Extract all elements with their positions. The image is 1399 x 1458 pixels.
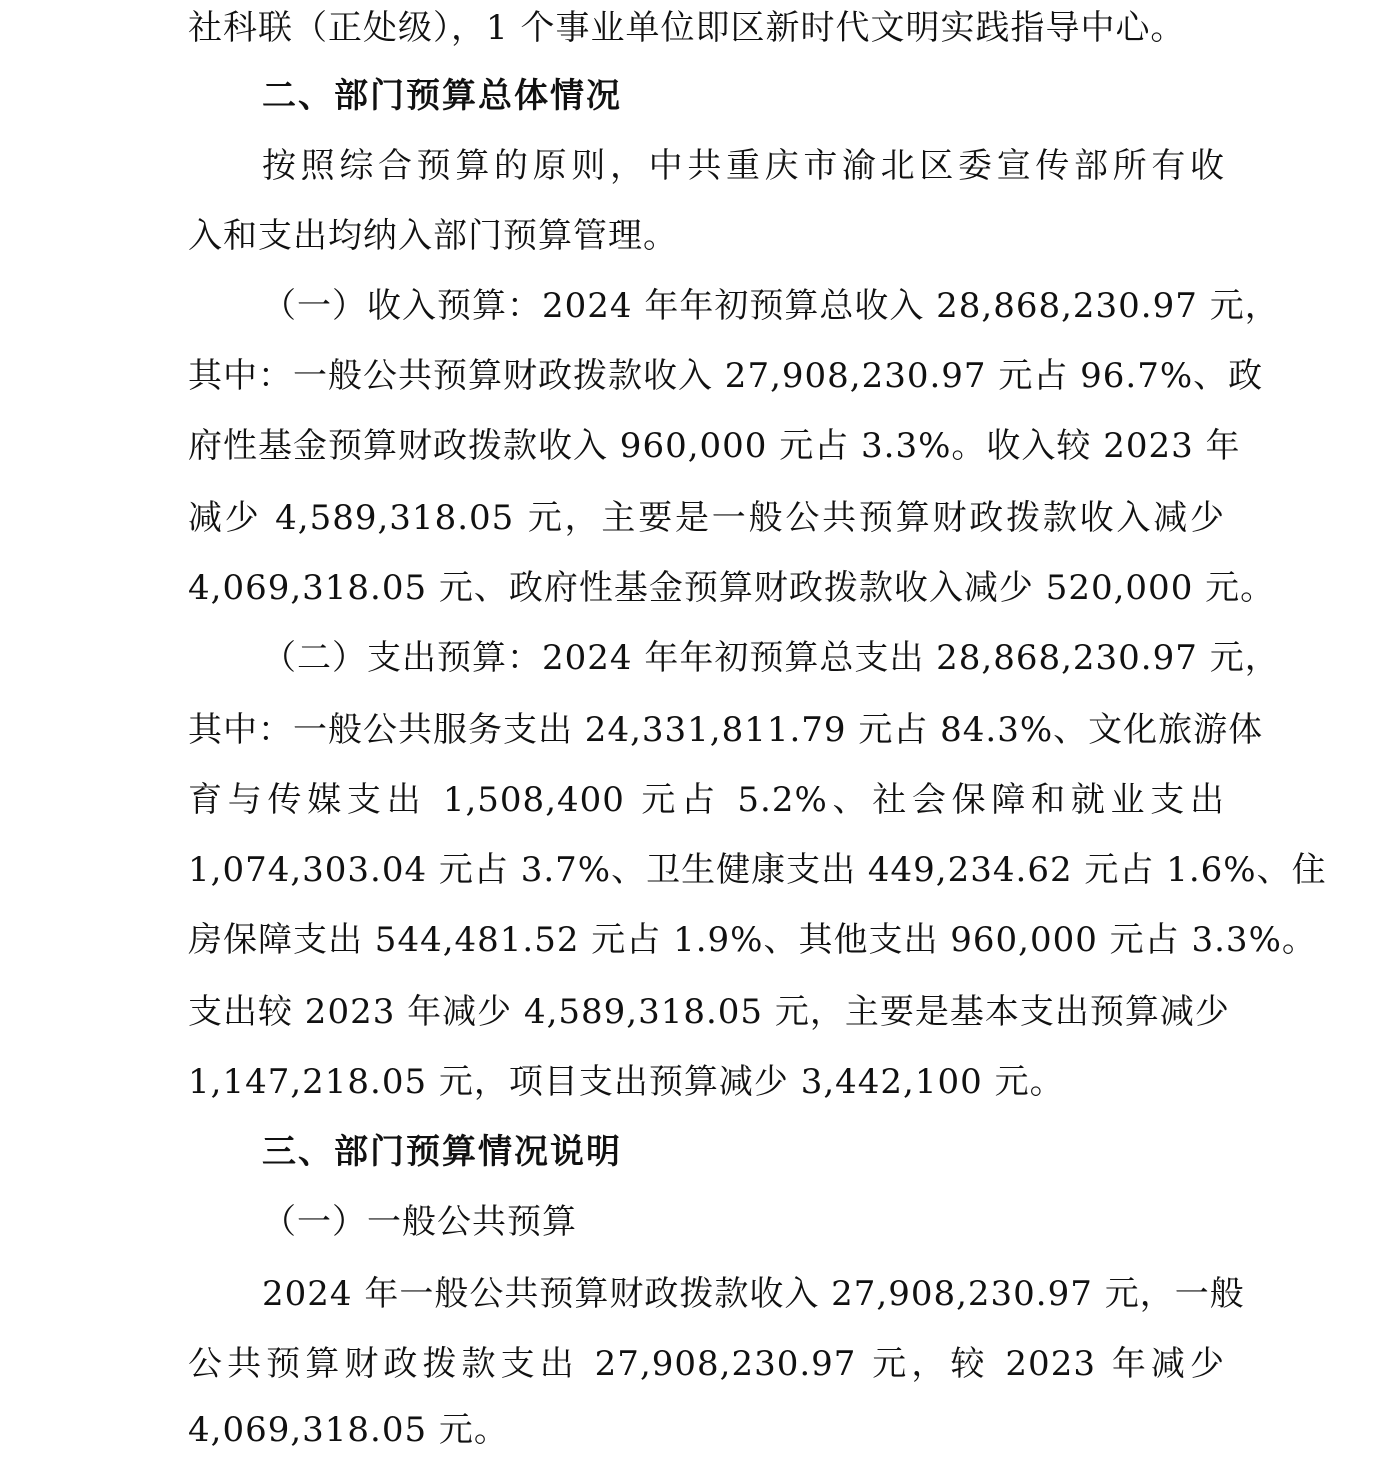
paragraph-line: 府性基金预算财政拨款收入 960,000 元占 3.3%。收入较 2023 年	[188, 426, 1241, 466]
paragraph-line: 按照综合预算的原则，中共重庆市渝北区委宣传部所有收	[262, 146, 1225, 186]
paragraph-line: 减少 4,589,318.05 元，主要是一般公共预算财政拨款收入减少	[188, 498, 1225, 538]
paragraph-line: 1,147,218.05 元，项目支出预算减少 3,442,100 元。	[188, 1062, 1065, 1102]
paragraph-line: 1,074,303.04 元占 3.7%、卫生健康支出 449,234.62 元占 1.6%、住	[188, 850, 1327, 890]
paragraph-line: 育与传媒支出 1,508,400 元占 5.2%、社会保障和就业支出	[188, 780, 1225, 820]
paragraph-line: （一）收入预算：2024 年年初预算总收入 28,868,230.97 元，	[262, 286, 1280, 326]
paragraph-line: 其中：一般公共服务支出 24,331,811.79 元占 84.3%、文化旅游体	[188, 710, 1264, 750]
paragraph-line: 2024 年一般公共预算财政拨款收入 27,908,230.97 元，一般	[262, 1274, 1245, 1314]
paragraph-line: 4,069,318.05 元。	[188, 1410, 509, 1450]
paragraph-line: 4,069,318.05 元、政府性基金预算财政拨款收入减少 520,000 元。	[188, 568, 1276, 608]
paragraph-line: 房保障支出 544,481.52 元占 1.9%、其他支出 960,000 元占 3.3%。	[188, 920, 1317, 960]
paragraph-line: 支出较 2023 年减少 4,589,318.05 元，主要是基本支出预算减少	[188, 992, 1230, 1032]
section-heading: 二、部门预算总体情况	[262, 76, 622, 116]
subsection-heading: （一）一般公共预算	[262, 1202, 577, 1242]
paragraph-line: 社科联（正处级），1 个事业单位即区新时代文明实践指导中心。	[188, 8, 1186, 48]
paragraph-line: 其中：一般公共预算财政拨款收入 27,908,230.97 元占 96.7%、政	[188, 356, 1264, 396]
section-heading: 三、部门预算情况说明	[262, 1132, 622, 1172]
paragraph-line: 入和支出均纳入部门预算管理。	[188, 216, 678, 256]
paragraph-line: 公共预算财政拨款支出 27,908,230.97 元，较 2023 年减少	[188, 1344, 1225, 1384]
paragraph-line: （二）支出预算：2024 年年初预算总支出 28,868,230.97 元，	[262, 638, 1280, 678]
